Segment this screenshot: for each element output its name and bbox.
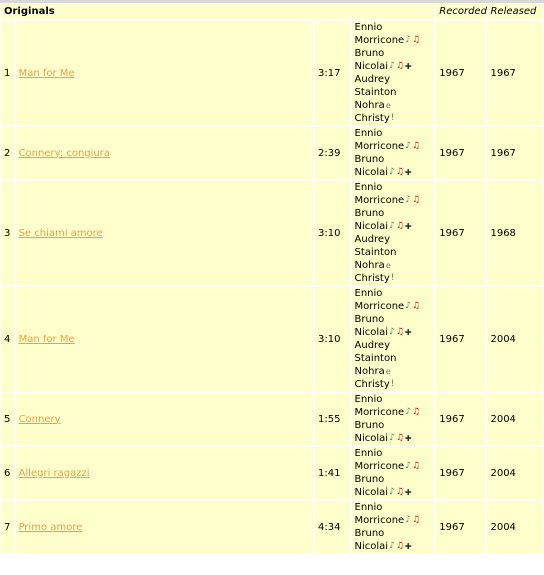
credit-last-name: Morricone: [354, 141, 405, 152]
credit-last-name: Stainton: [354, 247, 397, 258]
composer-icon[interactable]: ♪: [389, 433, 395, 443]
lyricist-icon[interactable]: ♫: [395, 167, 404, 177]
track-number: 6: [1, 447, 14, 499]
credit-last-name: Morricone: [354, 195, 405, 206]
credit-last-name: Nicolai: [354, 61, 389, 72]
track-duration: 1:41: [315, 447, 350, 499]
arranger-icon[interactable]: ✚: [404, 222, 412, 231]
track-title-cell: [16, 501, 313, 553]
lyricist-icon[interactable]: ♫: [411, 407, 421, 417]
credit-name-line: [355, 60, 432, 73]
track-duration: 3:17: [315, 21, 350, 125]
credit-name-line: [355, 127, 432, 140]
credit-name-line: [355, 460, 432, 473]
credit-last-name: Stainton: [354, 87, 397, 98]
track-title-cell: [16, 181, 313, 285]
performer-icon[interactable]: e: [385, 101, 391, 110]
credit-first-name: Audrey: [354, 74, 391, 85]
track-title-cell: [16, 447, 313, 499]
performer-icon[interactable]: e: [385, 261, 391, 270]
recorded-year: 1967: [436, 287, 485, 391]
credit-first-name: Bruno: [354, 474, 385, 485]
credit-first-name: Christy: [354, 273, 390, 284]
credit-name-line: [355, 300, 432, 313]
track-title-link[interactable]: Se chiami amore: [18, 227, 103, 239]
credit-name-line: [355, 447, 432, 460]
credit-name-line: [355, 514, 432, 527]
credit-last-name: Nicolai: [354, 541, 389, 552]
table-header-row: [1, 3, 543, 19]
credits-cell: [352, 287, 435, 391]
lyricist-icon[interactable]: ♫: [395, 487, 404, 497]
composer-icon[interactable]: ♪: [405, 141, 411, 151]
credit-name-line: [355, 326, 432, 339]
credit-first-name: Bruno: [354, 154, 385, 165]
arranger-icon[interactable]: ✚: [404, 328, 412, 337]
credit-last-name: Morricone: [354, 461, 405, 472]
lyricist-icon[interactable]: ♫: [411, 195, 421, 205]
credit-last-name: Nicolai: [354, 487, 389, 498]
lyricist-icon[interactable]: ♫: [411, 461, 421, 471]
credit-name-line: [355, 527, 432, 540]
credit-name-line: [355, 378, 432, 391]
originals-heading: Originals: [1, 3, 434, 19]
credit-name-line: [355, 501, 432, 514]
lyricist-icon[interactable]: ♫: [395, 327, 404, 337]
credit-first-name: Ennio: [354, 182, 383, 193]
conductor-icon[interactable]: !: [390, 379, 395, 389]
recorded-year: 1967: [436, 393, 485, 445]
lyricist-icon[interactable]: ♫: [395, 541, 404, 551]
credit-first-name: Ennio: [354, 288, 383, 299]
recorded-column-header: Recorded: [436, 3, 485, 19]
track-title-cell: [16, 21, 313, 125]
credit-first-name: Bruno: [354, 48, 385, 59]
conductor-icon[interactable]: !: [390, 113, 395, 123]
lyricist-icon[interactable]: ♫: [411, 301, 421, 311]
table-row: [1, 127, 543, 179]
credit-name-line: [355, 365, 432, 378]
arranger-icon[interactable]: ✚: [404, 168, 412, 177]
track-duration: 3:10: [315, 181, 350, 285]
credits-cell: [352, 127, 435, 179]
lyricist-icon[interactable]: ♫: [395, 61, 404, 71]
credit-name-line: [355, 140, 432, 153]
track-title-link[interactable]: Connery: [18, 413, 61, 425]
credit-first-name: Bruno: [354, 314, 385, 325]
track-title-cell: [16, 127, 313, 179]
composer-icon[interactable]: ♪: [405, 35, 411, 45]
credit-last-name: Nicolai: [354, 167, 389, 178]
released-year: 2004: [487, 447, 543, 499]
credit-first-name: Audrey: [354, 340, 391, 351]
credit-name-line: [355, 153, 432, 166]
composer-icon[interactable]: ♪: [405, 515, 411, 525]
lyricist-icon[interactable]: ♫: [395, 221, 404, 231]
recorded-year: 1967: [436, 21, 485, 125]
credit-name-line: [355, 194, 432, 207]
credit-last-name: Nicolai: [354, 221, 389, 232]
track-title-link[interactable]: Connery: congiura: [18, 147, 110, 159]
table-row: [1, 447, 543, 499]
track-title-link[interactable]: Man for Me: [18, 333, 75, 345]
track-duration: 1:55: [315, 393, 350, 445]
track-duration: 4:34: [315, 501, 350, 553]
credit-first-name: Bruno: [354, 420, 385, 431]
track-number: 7: [1, 501, 14, 553]
track-title-link[interactable]: Allegri ragazzi: [18, 467, 90, 479]
credits-cell: [352, 21, 435, 125]
credit-name-line: [355, 73, 432, 86]
released-year: 2004: [487, 393, 543, 445]
track-title-link[interactable]: Man for Me: [18, 67, 75, 79]
credit-name-line: [355, 473, 432, 486]
lyricist-icon[interactable]: ♫: [411, 141, 421, 151]
credit-last-name: Morricone: [354, 301, 405, 312]
credit-name-line: [355, 220, 432, 233]
credits-cell: [352, 501, 435, 553]
credit-first-name: Nohra: [354, 366, 385, 377]
composer-icon[interactable]: ♪: [405, 301, 411, 311]
credit-first-name: Christy: [354, 113, 390, 124]
arranger-icon[interactable]: ✚: [404, 62, 412, 71]
credit-name-line: [355, 406, 432, 419]
credits-cell: [352, 447, 435, 499]
credit-first-name: Bruno: [354, 208, 385, 219]
credit-name-line: [355, 21, 432, 34]
composer-icon[interactable]: ♪: [405, 407, 411, 417]
credit-name-line: [355, 540, 432, 553]
track-number: 5: [1, 393, 14, 445]
lyricist-icon[interactable]: ♫: [411, 35, 421, 45]
track-duration: 2:39: [315, 127, 350, 179]
credit-name-line: [355, 86, 432, 99]
released-column-header: Released: [487, 3, 543, 19]
composer-icon[interactable]: ♪: [405, 195, 411, 205]
originals-table: [0, 1, 544, 555]
credit-last-name: Morricone: [354, 35, 405, 46]
recorded-year: 1967: [436, 127, 485, 179]
track-number: 3: [1, 181, 14, 285]
arranger-icon[interactable]: ✚: [404, 434, 412, 443]
composer-icon[interactable]: ♪: [389, 487, 395, 497]
track-number: 2: [1, 127, 14, 179]
credit-first-name: Ennio: [354, 448, 383, 459]
credit-last-name: Morricone: [354, 515, 405, 526]
credits-cell: [352, 181, 435, 285]
arranger-icon[interactable]: ✚: [404, 542, 412, 551]
recorded-year: 1967: [436, 501, 485, 553]
released-year: 2004: [487, 287, 543, 391]
credit-name-line: [355, 352, 432, 365]
credit-name-line: [355, 246, 432, 259]
credit-name-line: [355, 393, 432, 406]
credit-first-name: Ennio: [354, 394, 383, 405]
credit-last-name: Nicolai: [354, 433, 389, 444]
credit-name-line: [355, 166, 432, 179]
credit-name-line: [355, 287, 432, 300]
composer-icon[interactable]: ♪: [389, 541, 395, 551]
recorded-year: 1967: [436, 181, 485, 285]
table-row: [1, 501, 543, 553]
table-row: [1, 287, 543, 391]
composer-icon[interactable]: ♪: [389, 327, 395, 337]
credit-name-line: [355, 34, 432, 47]
credit-name-line: [355, 259, 432, 272]
credit-first-name: Nohra: [354, 100, 385, 111]
credit-first-name: Ennio: [354, 128, 383, 139]
credit-name-line: [355, 313, 432, 326]
credit-last-name: Stainton: [354, 353, 397, 364]
credit-name-line: [355, 207, 432, 220]
conductor-icon[interactable]: !: [390, 273, 395, 283]
track-title-link[interactable]: Primo amore: [18, 521, 83, 533]
table-row: [1, 393, 543, 445]
released-year: 1967: [487, 21, 543, 125]
credit-name-line: [355, 47, 432, 60]
composer-icon[interactable]: ♪: [389, 61, 395, 71]
credit-first-name: Ennio: [354, 22, 383, 33]
credit-last-name: Morricone: [354, 407, 405, 418]
composer-icon[interactable]: ♪: [389, 167, 395, 177]
table-row: [1, 181, 543, 285]
credit-first-name: Christy: [354, 379, 390, 390]
credit-first-name: Nohra: [354, 260, 385, 271]
track-title-cell: [16, 287, 313, 391]
credit-name-line: [355, 339, 432, 352]
performer-icon[interactable]: e: [385, 367, 391, 376]
credit-last-name: Nicolai: [354, 327, 389, 338]
credits-cell: [352, 393, 435, 445]
track-title-cell: [16, 393, 313, 445]
credit-name-line: [355, 99, 432, 112]
composer-icon[interactable]: ♪: [405, 461, 411, 471]
lyricist-icon[interactable]: ♫: [395, 433, 404, 443]
track-duration: 3:10: [315, 287, 350, 391]
credit-name-line: [355, 432, 432, 445]
arranger-icon[interactable]: ✚: [404, 488, 412, 497]
track-number: 1: [1, 21, 14, 125]
released-year: 1968: [487, 181, 543, 285]
credit-name-line: [355, 233, 432, 246]
table-row: [1, 21, 543, 125]
credit-name-line: [355, 486, 432, 499]
composer-icon[interactable]: ♪: [389, 221, 395, 231]
credit-name-line: [355, 419, 432, 432]
credit-name-line: [355, 272, 432, 285]
credit-name-line: [355, 181, 432, 194]
credit-first-name: Audrey: [354, 234, 391, 245]
track-number: 4: [1, 287, 14, 391]
credit-first-name: Ennio: [354, 502, 383, 513]
released-year: 2004: [487, 501, 543, 553]
credit-name-line: [355, 112, 432, 125]
released-year: 1967: [487, 127, 543, 179]
credit-first-name: Bruno: [354, 528, 385, 539]
recorded-year: 1967: [436, 447, 485, 499]
lyricist-icon[interactable]: ♫: [411, 515, 421, 525]
